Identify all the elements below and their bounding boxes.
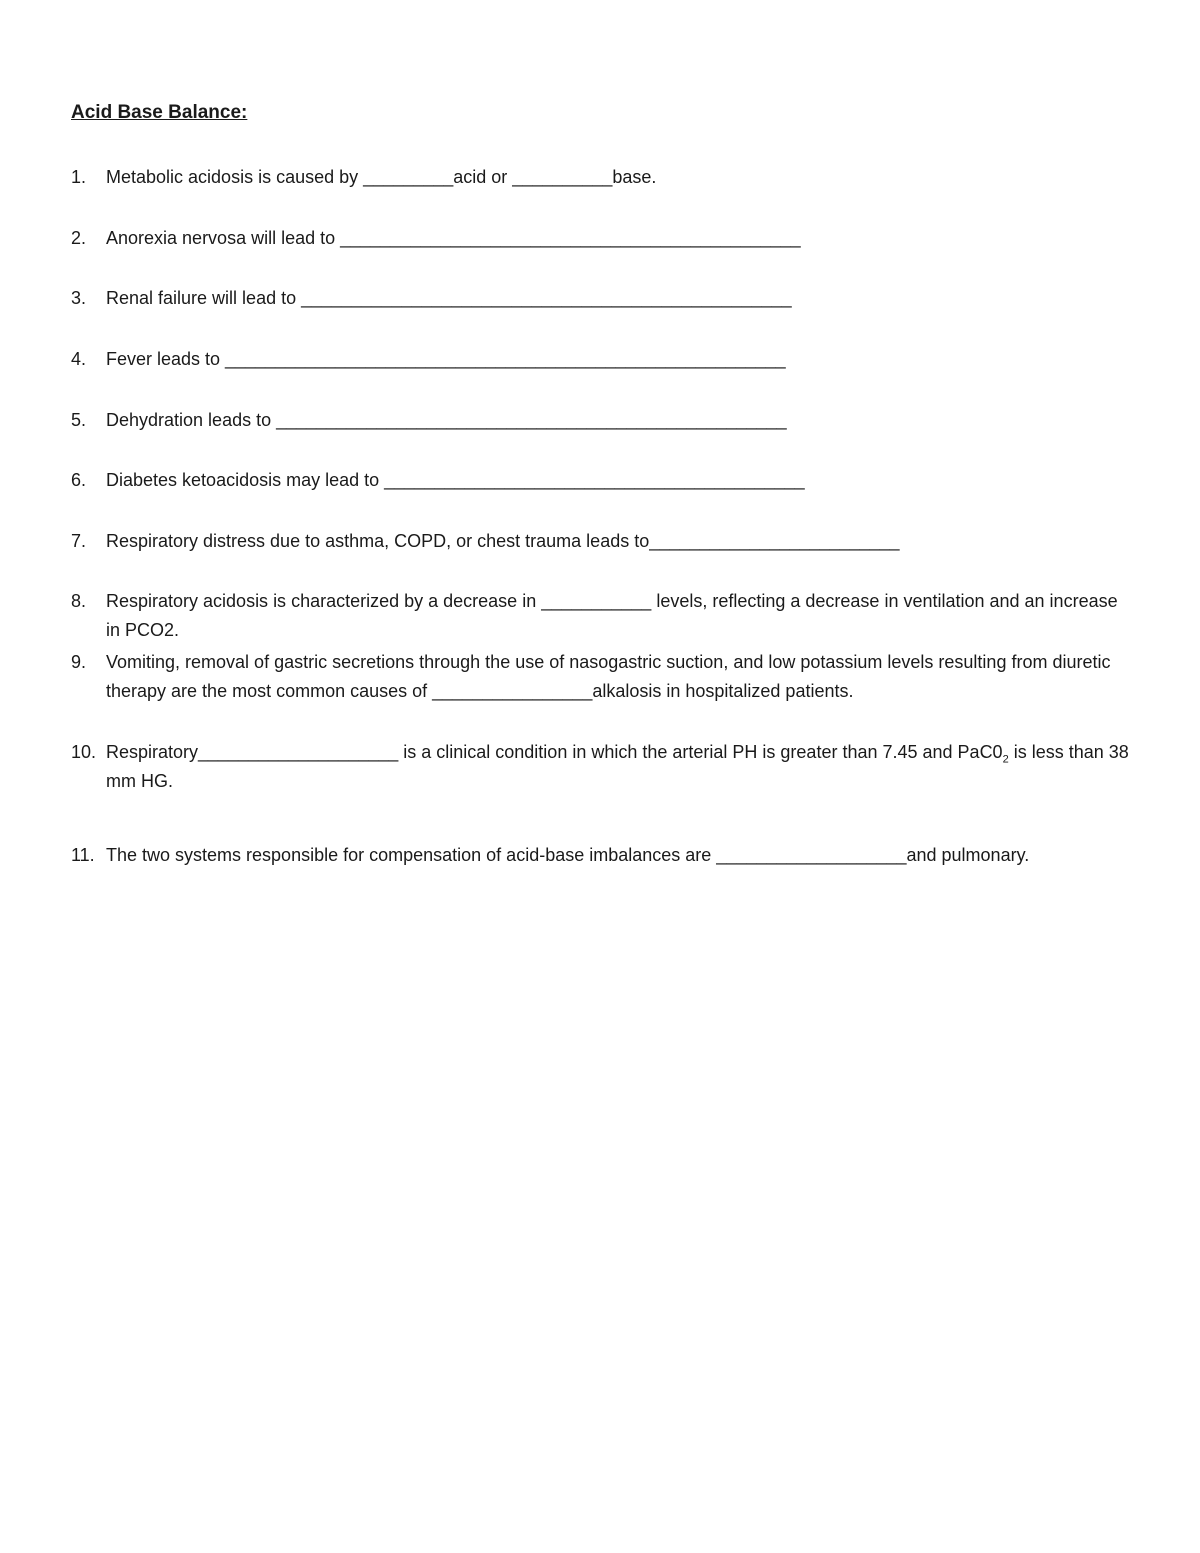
question-text: Diabetes ketoacidosis may lead to __________________________________________ (106, 470, 805, 490)
question-number: 3. (71, 288, 87, 308)
question-number: 9. (71, 652, 87, 672)
question-number: 1. (71, 167, 87, 187)
question-text: Dehydration leads to ___________________________________________________ (106, 410, 787, 430)
question-text: Respiratory distress due to asthma, COPD, or chest trauma leads to_________________________ (106, 531, 900, 551)
question-text: Metabolic acidosis is caused by _________acid or __________base. (106, 167, 657, 187)
question-text: Renal failure will lead to _________________________________________________ (106, 288, 792, 308)
question-text-after: is less than 38 mm HG. (106, 742, 1134, 791)
question-number: 8. (71, 591, 87, 611)
question-number: 5. (71, 410, 87, 430)
question-text: Vomiting, removal of gastric secretions through the use of nasogastric suction, and low potassium levels resulting from diuretic therapy are the most common causes of ________________alkalosis in hospitalized patients. (106, 652, 1111, 701)
question-text: Respiratory acidosis is characterized by a decrease in ___________ levels, reflecting a decrease in ventilation and an increase in PCO2. (106, 591, 1118, 640)
question-number: 2. (71, 228, 87, 248)
question-number: 11. (71, 845, 95, 865)
worksheet-title: Acid Base Balance: (71, 102, 248, 123)
question-text: Anorexia nervosa will lead to ______________________________________________ (106, 228, 801, 248)
question-number: 6. (71, 470, 87, 490)
question-number: 7. (71, 531, 87, 551)
question-text: Fever leads to ________________________________________________________ (106, 349, 786, 369)
question-number: 4. (71, 349, 87, 369)
question-text-before: Respiratory____________________ is a clinical condition in which the arterial PH is greater than 7.45 and PaC0 (106, 742, 1003, 762)
subscript: 2 (1002, 753, 1009, 766)
question-number: 10. (71, 742, 97, 762)
question-text: The two systems responsible for compensation of acid-base imbalances are ___________________and pulmonary. (106, 845, 1030, 865)
question-text (106, 738, 1141, 796)
